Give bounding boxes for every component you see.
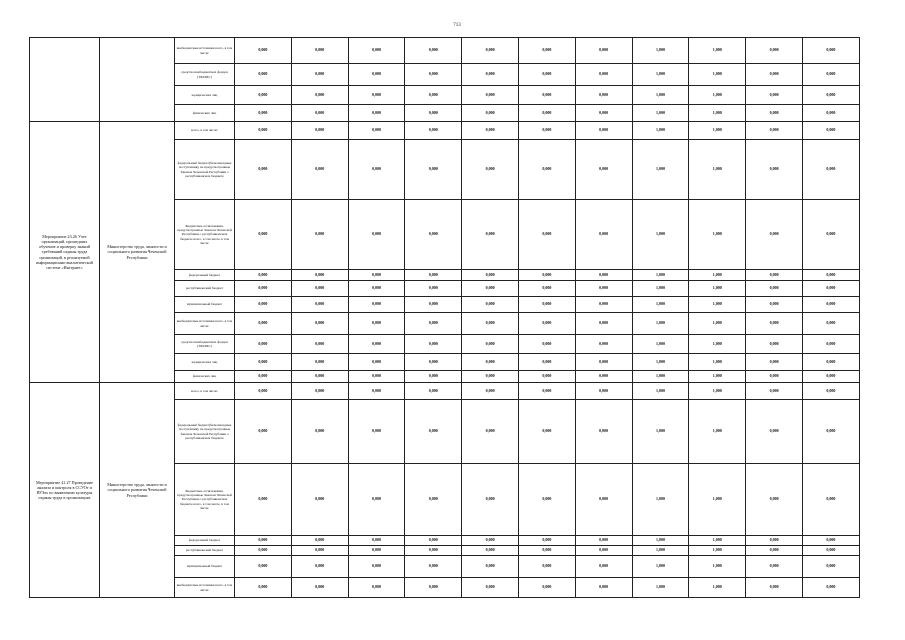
amount-cell: 0,000: [291, 64, 348, 86]
amount-cell: 0,000: [518, 383, 575, 400]
amount-cell: 0,000: [575, 270, 632, 281]
amount-cell: 1,000: [632, 313, 689, 335]
amount-cell: 0,000: [802, 200, 859, 270]
amount-cell: 0,000: [802, 140, 859, 200]
amount-cell: 0,000: [746, 122, 803, 140]
amount-cell: 1,000: [632, 38, 689, 64]
amount-cell: 0,000: [746, 556, 803, 578]
amount-cell: 0,000: [462, 105, 519, 122]
amount-cell: 0,000: [802, 86, 859, 105]
funding-source-cell: муниципальный бюджет: [175, 297, 235, 313]
amount-cell: 0,000: [348, 335, 405, 354]
amount-cell: 0,000: [746, 371, 803, 383]
amount-cell: 0,000: [235, 200, 292, 270]
amount-cell: 1,000: [689, 86, 746, 105]
amount-cell: 0,000: [348, 556, 405, 578]
amount-cell: 0,000: [348, 200, 405, 270]
funding-source-cell: федеральный бюджет: [175, 536, 235, 546]
amount-cell: 1,000: [689, 371, 746, 383]
funding-source-cell: Бюджетные ассигнования, предусмотренные Законом Чеченской Республики о республиканском бюджете всего, в том числе, в том числе:: [175, 200, 235, 270]
amount-cell: 0,000: [462, 371, 519, 383]
amount-cell: 0,000: [291, 281, 348, 297]
amount-cell: 0,000: [518, 270, 575, 281]
amount-cell: 1,000: [689, 464, 746, 536]
amount-cell: 0,000: [405, 400, 462, 464]
amount-cell: 1,000: [689, 140, 746, 200]
amount-cell: 1,000: [689, 297, 746, 313]
amount-cell: 0,000: [575, 400, 632, 464]
amount-cell: 1,000: [632, 464, 689, 536]
amount-cell: 0,000: [405, 383, 462, 400]
amount-cell: 1,000: [689, 122, 746, 140]
amount-cell: 0,000: [348, 383, 405, 400]
amount-cell: 0,000: [291, 335, 348, 354]
amount-cell: 0,000: [348, 400, 405, 464]
amount-cell: 1,000: [689, 313, 746, 335]
amount-cell: 0,000: [575, 140, 632, 200]
amount-cell: 0,000: [405, 578, 462, 598]
amount-cell: 0,000: [802, 335, 859, 354]
amount-cell: 0,000: [462, 354, 519, 371]
amount-cell: 0,000: [348, 371, 405, 383]
amount-cell: 1,000: [689, 400, 746, 464]
amount-cell: 0,000: [575, 383, 632, 400]
amount-cell: 0,000: [575, 122, 632, 140]
amount-cell: 1,000: [632, 546, 689, 556]
amount-cell: 0,000: [405, 38, 462, 64]
amount-cell: 0,000: [518, 105, 575, 122]
amount-cell: 0,000: [462, 200, 519, 270]
amount-cell: 1,000: [632, 578, 689, 598]
amount-cell: 0,000: [746, 105, 803, 122]
amount-cell: 0,000: [348, 464, 405, 536]
amount-cell: 0,000: [746, 281, 803, 297]
amount-cell: 0,000: [348, 86, 405, 105]
amount-cell: 0,000: [575, 86, 632, 105]
amount-cell: 0,000: [746, 313, 803, 335]
funding-source-cell: внебюджетные источники всего, в том числе:: [175, 313, 235, 335]
amount-cell: 0,000: [746, 400, 803, 464]
amount-cell: 1,000: [632, 335, 689, 354]
amount-cell: 0,000: [518, 578, 575, 598]
amount-cell: 0,000: [802, 270, 859, 281]
amount-cell: 0,000: [348, 64, 405, 86]
amount-cell: 0,000: [235, 38, 292, 64]
amount-cell: 0,000: [462, 578, 519, 598]
amount-cell: 0,000: [235, 556, 292, 578]
amount-cell: 0,000: [348, 313, 405, 335]
amount-cell: 0,000: [575, 281, 632, 297]
amount-cell: 1,000: [632, 400, 689, 464]
amount-cell: 0,000: [235, 281, 292, 297]
amount-cell: 1,000: [689, 200, 746, 270]
amount-cell: 0,000: [291, 556, 348, 578]
activity-cell: Мероприятие 23.26 Учет организаций, прошедших обучение и проверку знаний требований охраны труда организаций, в реализуемой информационно-аналитической системе «Интернет»: [30, 122, 100, 383]
amount-cell: 0,000: [405, 64, 462, 86]
amount-cell: 0,000: [518, 464, 575, 536]
amount-cell: 0,000: [291, 38, 348, 64]
amount-cell: 1,000: [632, 281, 689, 297]
funding-source-cell: физических лиц: [175, 105, 235, 122]
amount-cell: 0,000: [291, 546, 348, 556]
amount-cell: 0,000: [235, 297, 292, 313]
amount-cell: 0,000: [235, 313, 292, 335]
amount-cell: 0,000: [802, 400, 859, 464]
funding-source-cell: федеральный бюджет: [175, 270, 235, 281]
funding-source-cell: юридических лиц: [175, 354, 235, 371]
amount-cell: 0,000: [518, 297, 575, 313]
amount-cell: 0,000: [291, 578, 348, 598]
amount-cell: 0,000: [235, 86, 292, 105]
amount-cell: 1,000: [689, 64, 746, 86]
amount-cell: 0,000: [518, 354, 575, 371]
amount-cell: 0,000: [518, 536, 575, 546]
amount-cell: 1,000: [632, 140, 689, 200]
amount-cell: 0,000: [235, 536, 292, 546]
amount-cell: 0,000: [235, 105, 292, 122]
amount-cell: 0,000: [291, 536, 348, 546]
amount-cell: 0,000: [575, 38, 632, 64]
amount-cell: 0,000: [405, 313, 462, 335]
amount-cell: 0,000: [462, 270, 519, 281]
amount-cell: 1,000: [689, 281, 746, 297]
amount-cell: 0,000: [746, 270, 803, 281]
amount-cell: 0,000: [348, 546, 405, 556]
activity-cell: [30, 38, 100, 122]
amount-cell: 1,000: [632, 86, 689, 105]
table-row: [30, 383, 860, 400]
amount-cell: 0,000: [405, 536, 462, 546]
amount-cell: 0,000: [518, 281, 575, 297]
funding-source-cell: всего, в том числе:: [175, 383, 235, 400]
amount-cell: 0,000: [746, 354, 803, 371]
amount-cell: 0,000: [462, 464, 519, 536]
amount-cell: 0,000: [575, 578, 632, 598]
amount-cell: 0,000: [291, 86, 348, 105]
amount-cell: 1,000: [632, 297, 689, 313]
amount-cell: 0,000: [405, 105, 462, 122]
funding-source-cell: федеральный бюджет(безвозмездные поступления), не предусмотренные Законом Чеченской Республики о республиканском бюджете: [175, 140, 235, 200]
amount-cell: 0,000: [575, 200, 632, 270]
amount-cell: 0,000: [235, 400, 292, 464]
funding-source-cell: республиканский бюджет: [175, 281, 235, 297]
amount-cell: 0,000: [291, 122, 348, 140]
amount-cell: 0,000: [348, 536, 405, 546]
amount-cell: 0,000: [405, 200, 462, 270]
amount-cell: 1,000: [632, 200, 689, 270]
amount-cell: 1,000: [632, 556, 689, 578]
amount-cell: 0,000: [575, 335, 632, 354]
amount-cell: 1,000: [632, 105, 689, 122]
amount-cell: 0,000: [802, 536, 859, 546]
amount-cell: 0,000: [802, 371, 859, 383]
page-number: 713: [453, 23, 461, 28]
amount-cell: 0,000: [575, 297, 632, 313]
activity-cell: Мероприятие 41.27 Проведение анализа и контроля в ССУОт и ВУЗах по выявлению культуры охраны труда в организациях: [30, 383, 100, 598]
amount-cell: 0,000: [462, 64, 519, 86]
table-row: [30, 122, 860, 140]
amount-cell: 0,000: [348, 140, 405, 200]
amount-cell: 0,000: [405, 556, 462, 578]
amount-cell: 0,000: [518, 335, 575, 354]
amount-cell: 0,000: [518, 122, 575, 140]
amount-cell: 0,000: [235, 578, 292, 598]
amount-cell: 0,000: [235, 464, 292, 536]
amount-cell: 1,000: [632, 64, 689, 86]
amount-cell: 0,000: [235, 270, 292, 281]
amount-cell: 0,000: [802, 122, 859, 140]
amount-cell: 0,000: [291, 270, 348, 281]
amount-cell: 0,000: [235, 122, 292, 140]
amount-cell: 0,000: [802, 105, 859, 122]
amount-cell: 1,000: [632, 122, 689, 140]
amount-cell: 0,000: [235, 335, 292, 354]
amount-cell: 0,000: [291, 464, 348, 536]
amount-cell: 0,000: [518, 140, 575, 200]
funding-source-cell: средства внебюджетных фондов (ТФОМС): [175, 335, 235, 354]
amount-cell: 0,000: [746, 64, 803, 86]
amount-cell: 0,000: [348, 297, 405, 313]
amount-cell: 1,000: [689, 536, 746, 546]
amount-cell: 0,000: [348, 38, 405, 64]
funding-source-cell: всего, в том числе:: [175, 122, 235, 140]
amount-cell: 0,000: [462, 86, 519, 105]
amount-cell: 1,000: [689, 105, 746, 122]
amount-cell: 0,000: [575, 556, 632, 578]
amount-cell: 0,000: [405, 546, 462, 556]
amount-cell: 0,000: [405, 354, 462, 371]
funding-source-cell: физических лиц: [175, 371, 235, 383]
amount-cell: 0,000: [802, 546, 859, 556]
amount-cell: 0,000: [291, 140, 348, 200]
amount-cell: 0,000: [405, 297, 462, 313]
amount-cell: 0,000: [235, 546, 292, 556]
amount-cell: 0,000: [235, 64, 292, 86]
amount-cell: 1,000: [689, 354, 746, 371]
budget-table: [29, 37, 860, 598]
amount-cell: 0,000: [235, 383, 292, 400]
amount-cell: 0,000: [291, 354, 348, 371]
amount-cell: 0,000: [746, 140, 803, 200]
amount-cell: 0,000: [575, 536, 632, 546]
amount-cell: 0,000: [348, 354, 405, 371]
amount-cell: 0,000: [575, 371, 632, 383]
amount-cell: 0,000: [462, 536, 519, 546]
amount-cell: 0,000: [462, 281, 519, 297]
amount-cell: 0,000: [575, 354, 632, 371]
amount-cell: 0,000: [746, 86, 803, 105]
funding-source-cell: внебюджетные источники всего, в том числе:: [175, 578, 235, 598]
amount-cell: 0,000: [405, 270, 462, 281]
amount-cell: 0,000: [575, 64, 632, 86]
amount-cell: 0,000: [575, 313, 632, 335]
amount-cell: 0,000: [462, 556, 519, 578]
executor-cell: Министерство труда, занятости и социального развития Чеченской Республики: [100, 383, 175, 598]
amount-cell: 0,000: [291, 297, 348, 313]
amount-cell: 0,000: [802, 354, 859, 371]
amount-cell: 0,000: [746, 38, 803, 64]
amount-cell: 0,000: [802, 297, 859, 313]
amount-cell: 1,000: [689, 383, 746, 400]
amount-cell: 0,000: [405, 335, 462, 354]
amount-cell: 0,000: [348, 122, 405, 140]
amount-cell: 0,000: [575, 464, 632, 536]
amount-cell: 1,000: [632, 536, 689, 546]
amount-cell: 0,000: [291, 383, 348, 400]
executor-cell: Министерство труда, занятости и социального развития Чеченской Республики: [100, 122, 175, 383]
amount-cell: 1,000: [632, 371, 689, 383]
amount-cell: 0,000: [291, 200, 348, 270]
executor-cell: [100, 38, 175, 122]
amount-cell: 0,000: [802, 556, 859, 578]
amount-cell: 0,000: [462, 140, 519, 200]
amount-cell: 0,000: [405, 464, 462, 536]
amount-cell: 0,000: [462, 297, 519, 313]
funding-source-cell: республиканский бюджет: [175, 546, 235, 556]
amount-cell: 0,000: [746, 383, 803, 400]
amount-cell: 0,000: [235, 371, 292, 383]
funding-source-cell: внебюджетные источники всего, в том числе:: [175, 38, 235, 64]
amount-cell: 1,000: [689, 38, 746, 64]
amount-cell: 0,000: [462, 400, 519, 464]
amount-cell: 1,000: [632, 383, 689, 400]
amount-cell: 0,000: [235, 140, 292, 200]
amount-cell: 1,000: [689, 578, 746, 598]
amount-cell: 0,000: [291, 105, 348, 122]
amount-cell: 0,000: [746, 546, 803, 556]
amount-cell: 0,000: [746, 464, 803, 536]
amount-cell: 0,000: [291, 313, 348, 335]
amount-cell: 0,000: [462, 383, 519, 400]
amount-cell: 0,000: [405, 281, 462, 297]
table-row: [30, 38, 860, 64]
amount-cell: 0,000: [746, 536, 803, 546]
amount-cell: 0,000: [518, 371, 575, 383]
amount-cell: 0,000: [746, 297, 803, 313]
amount-cell: 0,000: [235, 354, 292, 371]
amount-cell: 0,000: [462, 122, 519, 140]
amount-cell: 1,000: [632, 354, 689, 371]
amount-cell: 0,000: [746, 335, 803, 354]
amount-cell: 0,000: [802, 281, 859, 297]
amount-cell: 0,000: [518, 200, 575, 270]
amount-cell: 0,000: [291, 371, 348, 383]
amount-cell: 0,000: [802, 464, 859, 536]
amount-cell: 1,000: [689, 556, 746, 578]
amount-cell: 0,000: [462, 335, 519, 354]
amount-cell: 0,000: [575, 546, 632, 556]
amount-cell: 0,000: [348, 270, 405, 281]
amount-cell: 0,000: [518, 400, 575, 464]
amount-cell: 0,000: [518, 313, 575, 335]
amount-cell: 0,000: [462, 546, 519, 556]
funding-source-cell: Бюджетные ассигнования, предусмотренные Законом Чеченской Республики о республиканском бюджете всего, в том числе, в том числе:: [175, 464, 235, 536]
amount-cell: 0,000: [802, 578, 859, 598]
funding-source-cell: федеральный бюджет(безвозмездные поступления), не предусмотренные Законом Чеченской Республики о республиканском бюджете: [175, 400, 235, 464]
amount-cell: 1,000: [689, 546, 746, 556]
amount-cell: 0,000: [405, 86, 462, 105]
amount-cell: 1,000: [689, 270, 746, 281]
amount-cell: 0,000: [348, 281, 405, 297]
amount-cell: 0,000: [348, 105, 405, 122]
amount-cell: 0,000: [518, 546, 575, 556]
amount-cell: 0,000: [746, 200, 803, 270]
funding-source-cell: средства внебюджетных фондов (ТФОМС): [175, 64, 235, 86]
amount-cell: 0,000: [518, 38, 575, 64]
amount-cell: 0,000: [462, 38, 519, 64]
amount-cell: 0,000: [518, 556, 575, 578]
amount-cell: 0,000: [746, 578, 803, 598]
funding-source-cell: юридических лиц: [175, 86, 235, 105]
amount-cell: 0,000: [518, 86, 575, 105]
amount-cell: 0,000: [518, 64, 575, 86]
amount-cell: 0,000: [802, 383, 859, 400]
funding-source-cell: муниципальный бюджет: [175, 556, 235, 578]
amount-cell: 0,000: [348, 578, 405, 598]
amount-cell: 0,000: [405, 371, 462, 383]
amount-cell: 0,000: [405, 140, 462, 200]
amount-cell: 0,000: [575, 105, 632, 122]
amount-cell: 0,000: [802, 38, 859, 64]
amount-cell: 0,000: [291, 400, 348, 464]
amount-cell: 0,000: [802, 313, 859, 335]
amount-cell: 0,000: [802, 64, 859, 86]
amount-cell: 1,000: [632, 270, 689, 281]
amount-cell: 0,000: [462, 313, 519, 335]
amount-cell: 1,000: [689, 335, 746, 354]
amount-cell: 0,000: [405, 122, 462, 140]
